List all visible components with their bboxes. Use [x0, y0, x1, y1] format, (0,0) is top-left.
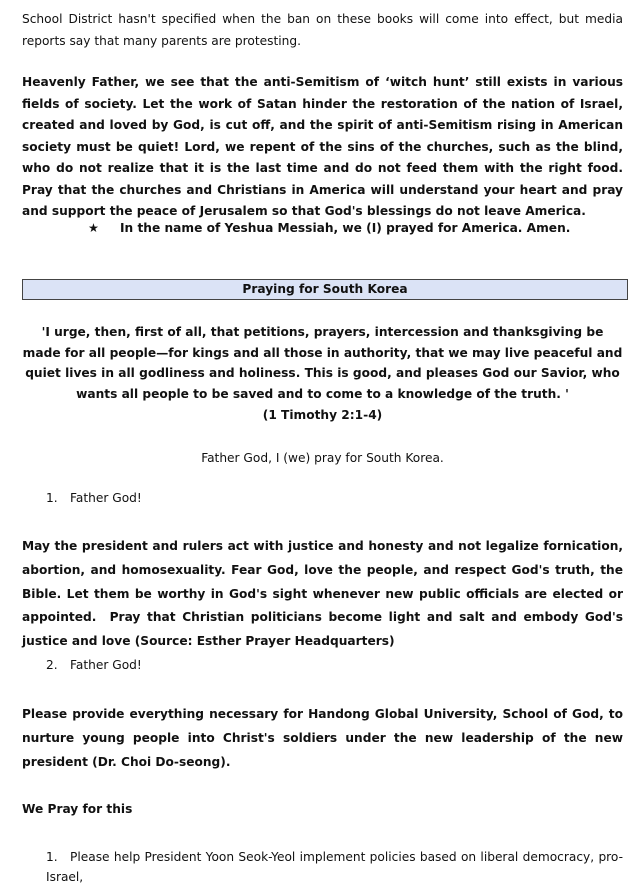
korea-item-1-number: 1. — [46, 491, 58, 505]
korea-item-1-label: Father God! — [70, 491, 142, 505]
korea-item-1-text: May the president and rulers act with justice and honesty and not legalize fornication, abortion, and homosexuality. Fear God, love the people, and respect God's truth, the Bible. Let them be worthy in God's sight whenever new public officials are elected or appointed. Pray that Christian politicians become light and salt and embody God's justice and love (Source: Esther Prayer Headquarters) — [22, 539, 623, 649]
we-pray-heading: We Pray for this — [22, 802, 133, 816]
korea-item-1-heading — [46, 488, 142, 508]
prayer-america-paragraph: Heavenly Father, we see that the anti-Semitism of ‘witch hunt’ still exists in various fields of society. Let the work of Satan hinder the restoration of the nation of Israel, created and loved by God, is cut off, and the spirit of anti-Semitism rising in American society must be quiet! Lord, we repent of the sins of the churches, such as the blind, who do not realize that it is the last time and do not feed them with the right food. Pray that the churches and Christians in America will understand your heart and pray and support the peace of Jerusalem so that God's blessings do not leave America. — [22, 75, 623, 218]
scripture-reference: (1 Timothy 2:1-4) — [262, 408, 383, 422]
we-pray-item-1-number: 1. — [46, 850, 58, 864]
korea-item-2-heading — [46, 655, 142, 675]
we-pray-item-1-text: Please help President Yoon Seok-Yeol implement policies based on liberal democracy, pro-Israel, — [46, 850, 623, 884]
scripture-quote: 'I urge, then, first of all, that petitions, prayers, intercession and thanksgiving be made for all people—for kings and all those in authority, that we may live peaceful and quiet lives in all godliness and holiness. This is good, and pleases God our Savior, who wants all people to be saved and to come to a knowledge of the truth. ' — [22, 325, 623, 401]
star-icon: ★ — [88, 221, 99, 235]
korea-item-2-number: 2. — [46, 658, 58, 672]
section-header-box — [22, 279, 628, 300]
we-pray-item-1 — [46, 847, 623, 887]
closing-text: In the name of Yeshua Messiah, we (I) prayed for America. Amen. — [120, 221, 571, 235]
section-title: Praying for South Korea — [242, 282, 408, 296]
intro-paragraph: School District hasn't specified when the ban on these books will come into effect, but media reports say that many parents are protesting. — [22, 12, 623, 48]
closing-line — [88, 218, 570, 238]
korea-item-2-text: Please provide everything necessary for Handong Global University, School of God, to nurture young people into Christ's soldiers under the new leadership of the new president (Dr. Choi Do-seong). — [22, 707, 623, 769]
korea-intro: Father God, I (we) pray for South Korea. — [201, 451, 444, 465]
korea-item-2-label: Father God! — [70, 658, 142, 672]
